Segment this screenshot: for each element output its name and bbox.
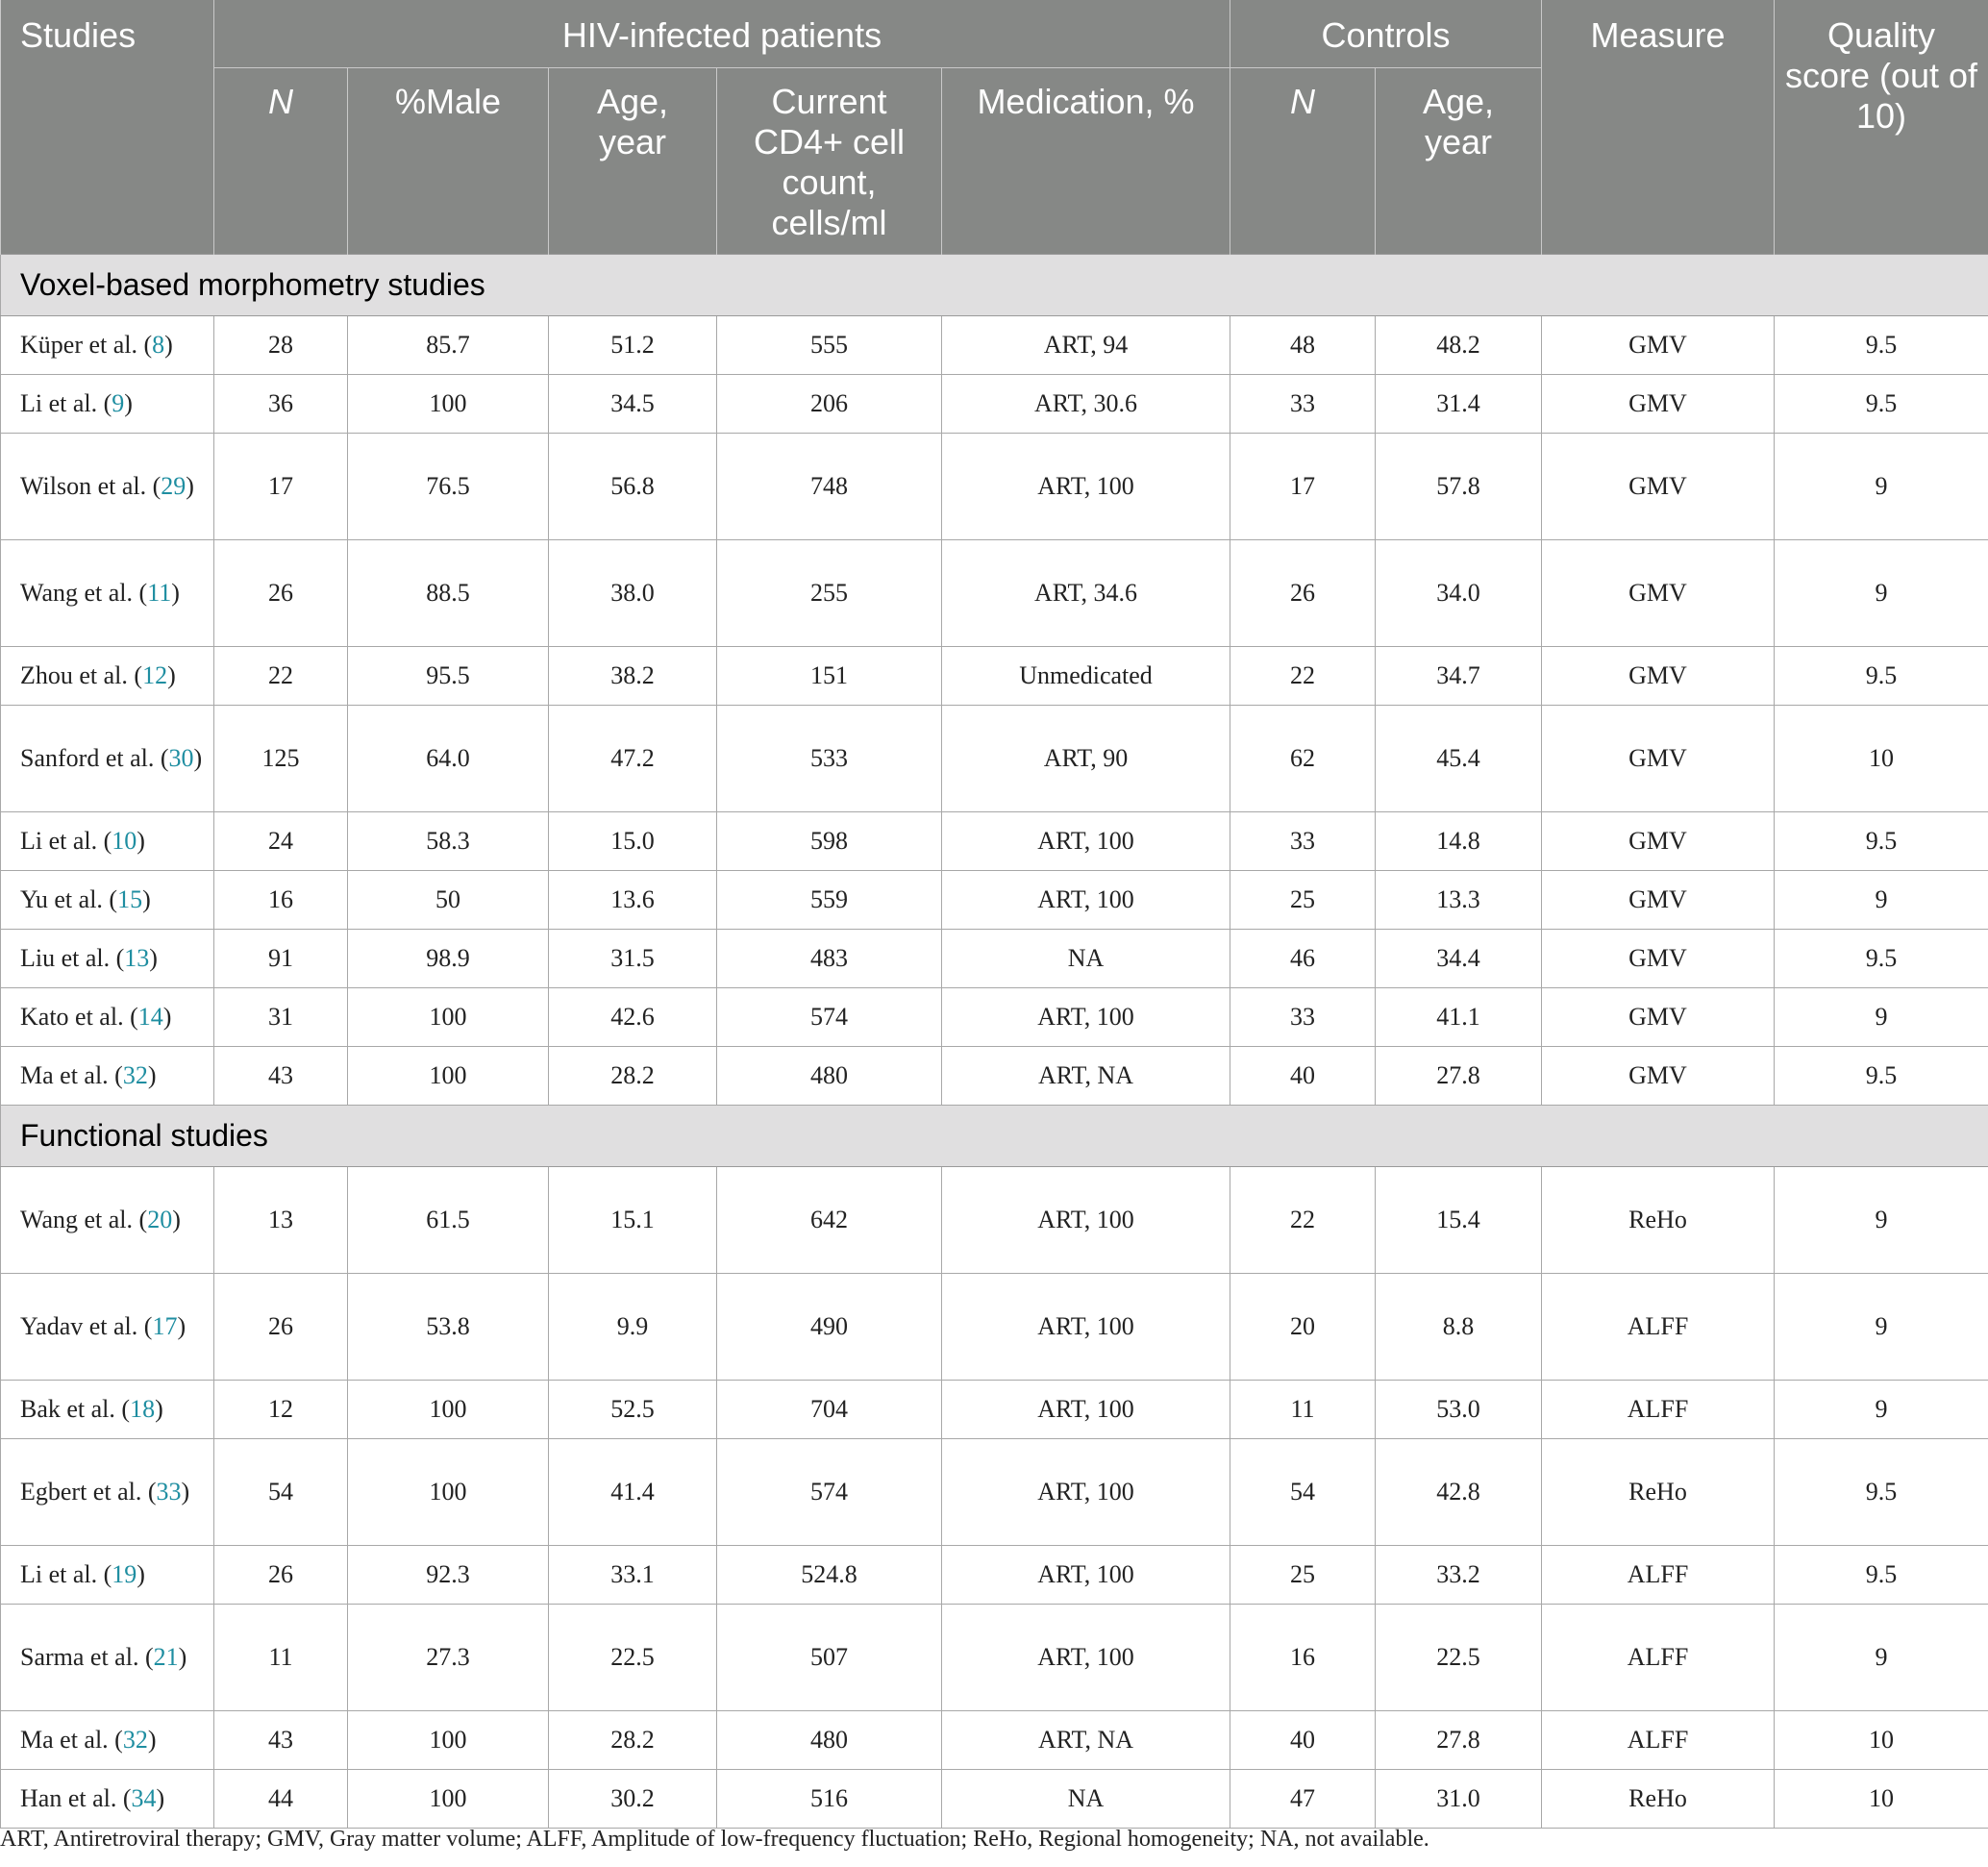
col-hiv-age: Age, year xyxy=(549,67,717,254)
reference-link[interactable]: 17 xyxy=(152,1311,178,1340)
table-row xyxy=(1,1166,1988,1273)
hiv-cd4-cell: 704 xyxy=(717,1380,942,1438)
hiv-medication-cell: ART, 30.6 xyxy=(942,374,1230,433)
controls-n-cell: 17 xyxy=(1230,433,1376,539)
measure-cell: ALFF xyxy=(1542,1380,1775,1438)
hiv-cd4-cell: 480 xyxy=(717,1710,942,1769)
controls-n-cell: 40 xyxy=(1230,1046,1376,1105)
quality-cell: 9.5 xyxy=(1775,646,1988,705)
measure-cell: GMV xyxy=(1542,811,1775,870)
measure-cell: GMV xyxy=(1542,929,1775,987)
quality-cell: 10 xyxy=(1775,705,1988,811)
hiv-cd4-cell: 748 xyxy=(717,433,942,539)
study-cell xyxy=(1,433,214,539)
study-ref-close: ) xyxy=(137,1559,145,1588)
quality-cell: 9 xyxy=(1775,1166,1988,1273)
study-author: Liu et al. ( xyxy=(20,943,125,972)
study-cell xyxy=(1,539,214,646)
hiv-n-cell: 22 xyxy=(214,646,348,705)
hiv-cd4-cell: 255 xyxy=(717,539,942,646)
controls-age-cell: 27.8 xyxy=(1376,1046,1542,1105)
hiv-medication-cell: ART, NA xyxy=(942,1710,1230,1769)
hiv-medication-cell: ART, 100 xyxy=(942,1166,1230,1273)
controls-n-cell: 33 xyxy=(1230,811,1376,870)
quality-cell: 9.5 xyxy=(1775,811,1988,870)
reference-link[interactable]: 32 xyxy=(122,1725,148,1754)
hiv-male-cell: 100 xyxy=(348,1710,549,1769)
study-ref-close: ) xyxy=(137,826,145,855)
quality-cell: 9 xyxy=(1775,433,1988,539)
controls-age-cell: 42.8 xyxy=(1376,1438,1542,1545)
table-row xyxy=(1,1769,1988,1828)
measure-cell: ALFF xyxy=(1542,1545,1775,1604)
measure-cell: ALFF xyxy=(1542,1273,1775,1380)
col-hiv-cd4: Current CD4+ cell count, cells/ml xyxy=(717,67,942,254)
hiv-n-cell: 43 xyxy=(214,1046,348,1105)
controls-n-cell: 25 xyxy=(1230,1545,1376,1604)
table-row xyxy=(1,705,1988,811)
study-cell xyxy=(1,987,214,1046)
hiv-medication-cell: ART, 100 xyxy=(942,987,1230,1046)
controls-n-cell: 16 xyxy=(1230,1604,1376,1710)
col-group-controls: Controls xyxy=(1230,0,1542,67)
hiv-medication-cell: ART, 94 xyxy=(942,315,1230,374)
controls-age-cell: 22.5 xyxy=(1376,1604,1542,1710)
hiv-male-cell: 95.5 xyxy=(348,646,549,705)
measure-cell: GMV xyxy=(1542,1046,1775,1105)
study-author: Li et al. ( xyxy=(20,1559,112,1588)
hiv-n-cell: 17 xyxy=(214,433,348,539)
study-cell xyxy=(1,646,214,705)
hiv-cd4-cell: 574 xyxy=(717,1438,942,1545)
hiv-cd4-cell: 598 xyxy=(717,811,942,870)
hiv-medication-cell: ART, 100 xyxy=(942,1604,1230,1710)
hiv-n-cell: 91 xyxy=(214,929,348,987)
hiv-medication-cell: ART, 100 xyxy=(942,433,1230,539)
hiv-medication-cell: ART, 100 xyxy=(942,870,1230,929)
col-controls-age: Age, year xyxy=(1376,67,1542,254)
table-row xyxy=(1,811,1988,870)
hiv-male-cell: 58.3 xyxy=(348,811,549,870)
table-header xyxy=(1,0,1988,254)
quality-cell: 9.5 xyxy=(1775,374,1988,433)
controls-n-cell: 33 xyxy=(1230,374,1376,433)
controls-n-cell: 48 xyxy=(1230,315,1376,374)
table-row xyxy=(1,315,1988,374)
controls-age-cell: 34.0 xyxy=(1376,539,1542,646)
col-studies: Studies xyxy=(1,0,214,254)
study-cell xyxy=(1,1046,214,1105)
controls-n-cell: 40 xyxy=(1230,1710,1376,1769)
hiv-male-cell: 100 xyxy=(348,1769,549,1828)
hiv-male-cell: 100 xyxy=(348,1380,549,1438)
hiv-medication-cell: ART, 100 xyxy=(942,1273,1230,1380)
study-author: Egbert et al. ( xyxy=(20,1477,157,1506)
hiv-age-cell: 33.1 xyxy=(549,1545,717,1604)
study-ref-close: ) xyxy=(147,1060,157,1089)
controls-n-cell: 11 xyxy=(1230,1380,1376,1438)
quality-cell: 9 xyxy=(1775,870,1988,929)
hiv-cd4-cell: 480 xyxy=(717,1046,942,1105)
reference-link[interactable]: 10 xyxy=(112,826,137,855)
quality-cell: 9.5 xyxy=(1775,1438,1988,1545)
study-ref-close: ) xyxy=(147,1725,157,1754)
hiv-medication-cell: ART, NA xyxy=(942,1046,1230,1105)
controls-age-cell: 53.0 xyxy=(1376,1380,1542,1438)
quality-cell: 9 xyxy=(1775,539,1988,646)
controls-n-cell: 20 xyxy=(1230,1273,1376,1380)
study-cell xyxy=(1,1769,214,1828)
hiv-n-cell: 26 xyxy=(214,1545,348,1604)
study-cell xyxy=(1,315,214,374)
study-cell xyxy=(1,1604,214,1710)
hiv-male-cell: 92.3 xyxy=(348,1545,549,1604)
table-row xyxy=(1,1604,1988,1710)
reference-link[interactable]: 29 xyxy=(161,471,186,500)
hiv-n-cell: 43 xyxy=(214,1710,348,1769)
study-author: Wilson et al. ( xyxy=(20,471,162,500)
hiv-cd4-cell: 206 xyxy=(717,374,942,433)
hiv-medication-cell: ART, 90 xyxy=(942,705,1230,811)
hiv-age-cell: 52.5 xyxy=(549,1380,717,1438)
reference-link[interactable]: 15 xyxy=(117,884,143,913)
study-ref-close: ) xyxy=(162,1002,172,1031)
reference-link[interactable]: 8 xyxy=(152,330,165,359)
col-quality: Quality score (out of 10) xyxy=(1775,0,1988,254)
reference-link[interactable]: 12 xyxy=(142,660,168,689)
table-row xyxy=(1,433,1988,539)
study-ref-close: ) xyxy=(124,388,133,417)
quality-cell: 9.5 xyxy=(1775,315,1988,374)
hiv-age-cell: 41.4 xyxy=(549,1438,717,1545)
study-author: Wang et al. ( xyxy=(20,578,148,607)
controls-n-cell: 47 xyxy=(1230,1769,1376,1828)
col-hiv-medication: Medication, % xyxy=(942,67,1230,254)
measure-cell: GMV xyxy=(1542,987,1775,1046)
hiv-medication-cell: ART, 100 xyxy=(942,811,1230,870)
hiv-n-cell: 26 xyxy=(214,539,348,646)
hiv-male-cell: 53.8 xyxy=(348,1273,549,1380)
hiv-medication-cell: ART, 100 xyxy=(942,1438,1230,1545)
hiv-medication-cell: NA xyxy=(942,929,1230,987)
hiv-cd4-cell: 151 xyxy=(717,646,942,705)
controls-age-cell: 31.0 xyxy=(1376,1769,1542,1828)
hiv-n-cell: 24 xyxy=(214,811,348,870)
hiv-age-cell: 38.0 xyxy=(549,539,717,646)
section-title: Functional studies xyxy=(1,1105,1988,1166)
hiv-cd4-cell: 574 xyxy=(717,987,942,1046)
hiv-age-cell: 51.2 xyxy=(549,315,717,374)
hiv-cd4-cell: 490 xyxy=(717,1273,942,1380)
controls-age-cell: 33.2 xyxy=(1376,1545,1542,1604)
study-cell xyxy=(1,1438,214,1545)
study-cell xyxy=(1,1166,214,1273)
controls-age-cell: 14.8 xyxy=(1376,811,1542,870)
hiv-cd4-cell: 483 xyxy=(717,929,942,987)
measure-cell: GMV xyxy=(1542,433,1775,539)
measure-cell: ReHo xyxy=(1542,1166,1775,1273)
controls-n-cell: 22 xyxy=(1230,1166,1376,1273)
quality-cell: 9.5 xyxy=(1775,1545,1988,1604)
study-ref-close: ) xyxy=(193,743,203,772)
hiv-cd4-cell: 507 xyxy=(717,1604,942,1710)
study-cell xyxy=(1,1710,214,1769)
hiv-medication-cell: NA xyxy=(942,1769,1230,1828)
study-cell xyxy=(1,374,214,433)
measure-cell: GMV xyxy=(1542,315,1775,374)
hiv-age-cell: 22.5 xyxy=(549,1604,717,1710)
reference-link[interactable]: 30 xyxy=(168,743,194,772)
study-ref-close: ) xyxy=(171,578,180,607)
section-row xyxy=(1,254,1988,315)
hiv-male-cell: 85.7 xyxy=(348,315,549,374)
controls-age-cell: 34.4 xyxy=(1376,929,1542,987)
measure-cell: ALFF xyxy=(1542,1604,1775,1710)
hiv-male-cell: 100 xyxy=(348,1438,549,1545)
hiv-medication-cell: ART, 100 xyxy=(942,1380,1230,1438)
col-measure: Measure xyxy=(1542,0,1775,254)
study-author: Li et al. ( xyxy=(20,826,112,855)
reference-link[interactable]: 14 xyxy=(137,1002,163,1031)
reference-link[interactable]: 33 xyxy=(156,1477,182,1506)
col-controls-n: N xyxy=(1230,67,1376,254)
quality-cell: 9 xyxy=(1775,987,1988,1046)
study-author: Zhou et al. ( xyxy=(20,660,143,689)
study-ref-close: ) xyxy=(177,1311,186,1340)
hiv-age-cell: 34.5 xyxy=(549,374,717,433)
table-row xyxy=(1,870,1988,929)
hiv-cd4-cell: 555 xyxy=(717,315,942,374)
study-cell xyxy=(1,705,214,811)
hiv-age-cell: 31.5 xyxy=(549,929,717,987)
table-row xyxy=(1,929,1988,987)
controls-age-cell: 27.8 xyxy=(1376,1710,1542,1769)
measure-cell: GMV xyxy=(1542,539,1775,646)
study-cell xyxy=(1,1273,214,1380)
controls-n-cell: 54 xyxy=(1230,1438,1376,1545)
study-author: Wang et al. ( xyxy=(20,1205,148,1233)
controls-n-cell: 33 xyxy=(1230,987,1376,1046)
controls-age-cell: 57.8 xyxy=(1376,433,1542,539)
controls-n-cell: 25 xyxy=(1230,870,1376,929)
hiv-cd4-cell: 533 xyxy=(717,705,942,811)
study-cell xyxy=(1,1545,214,1604)
study-author: Sarma et al. ( xyxy=(20,1642,154,1671)
table-body xyxy=(1,254,1988,1828)
hiv-n-cell: 16 xyxy=(214,870,348,929)
quality-cell: 10 xyxy=(1775,1769,1988,1828)
study-cell xyxy=(1,811,214,870)
table-row xyxy=(1,539,1988,646)
controls-age-cell: 13.3 xyxy=(1376,870,1542,929)
table-row xyxy=(1,1380,1988,1438)
hiv-age-cell: 30.2 xyxy=(549,1769,717,1828)
table-row xyxy=(1,1545,1988,1604)
study-ref-close: ) xyxy=(164,330,173,359)
hiv-male-cell: 64.0 xyxy=(348,705,549,811)
hiv-n-cell: 13 xyxy=(214,1166,348,1273)
hiv-age-cell: 15.1 xyxy=(549,1166,717,1273)
study-author: Kato et al. ( xyxy=(20,1002,138,1031)
study-ref-close: ) xyxy=(172,1205,181,1233)
hiv-n-cell: 12 xyxy=(214,1380,348,1438)
quality-cell: 10 xyxy=(1775,1710,1988,1769)
hiv-age-cell: 15.0 xyxy=(549,811,717,870)
measure-cell: ReHo xyxy=(1542,1438,1775,1545)
col-hiv-n: N xyxy=(214,67,348,254)
table-row xyxy=(1,987,1988,1046)
study-ref-close: ) xyxy=(186,471,194,500)
reference-link[interactable]: 34 xyxy=(131,1783,157,1812)
hiv-male-cell: 100 xyxy=(348,987,549,1046)
hiv-medication-cell: ART, 100 xyxy=(942,1545,1230,1604)
table-row xyxy=(1,1710,1988,1769)
study-author: Yu et al. ( xyxy=(20,884,118,913)
controls-n-cell: 22 xyxy=(1230,646,1376,705)
hiv-male-cell: 61.5 xyxy=(348,1166,549,1273)
hiv-male-cell: 76.5 xyxy=(348,433,549,539)
hiv-cd4-cell: 516 xyxy=(717,1769,942,1828)
study-ref-close: ) xyxy=(155,1394,163,1423)
study-author: Bak et al. ( xyxy=(20,1394,131,1423)
quality-cell: 9 xyxy=(1775,1604,1988,1710)
study-cell xyxy=(1,870,214,929)
quality-cell: 9.5 xyxy=(1775,1046,1988,1105)
study-cell xyxy=(1,929,214,987)
hiv-male-cell: 88.5 xyxy=(348,539,549,646)
measure-cell: GMV xyxy=(1542,646,1775,705)
hiv-cd4-cell: 524.8 xyxy=(717,1545,942,1604)
measure-cell: GMV xyxy=(1542,870,1775,929)
study-author: Küper et al. ( xyxy=(20,330,153,359)
controls-age-cell: 41.1 xyxy=(1376,987,1542,1046)
measure-cell: GMV xyxy=(1542,374,1775,433)
hiv-n-cell: 36 xyxy=(214,374,348,433)
controls-age-cell: 8.8 xyxy=(1376,1273,1542,1380)
section-row xyxy=(1,1105,1988,1166)
hiv-male-cell: 50 xyxy=(348,870,549,929)
hiv-age-cell: 28.2 xyxy=(549,1046,717,1105)
hiv-male-cell: 100 xyxy=(348,1046,549,1105)
study-author: Ma et al. ( xyxy=(20,1725,123,1754)
hiv-age-cell: 13.6 xyxy=(549,870,717,929)
section-title: Voxel-based morphometry studies xyxy=(1,254,1988,315)
hiv-age-cell: 42.6 xyxy=(549,987,717,1046)
reference-link[interactable]: 11 xyxy=(147,578,172,607)
study-author: Yadav et al. ( xyxy=(20,1311,153,1340)
table-row xyxy=(1,1273,1988,1380)
study-ref-close: ) xyxy=(149,943,158,972)
controls-n-cell: 62 xyxy=(1230,705,1376,811)
measure-cell: GMV xyxy=(1542,705,1775,811)
hiv-age-cell: 47.2 xyxy=(549,705,717,811)
controls-age-cell: 31.4 xyxy=(1376,374,1542,433)
hiv-n-cell: 28 xyxy=(214,315,348,374)
table-row xyxy=(1,374,1988,433)
study-ref-close: ) xyxy=(178,1642,187,1671)
study-ref-close: ) xyxy=(167,660,176,689)
quality-cell: 9.5 xyxy=(1775,929,1988,987)
hiv-n-cell: 31 xyxy=(214,987,348,1046)
measure-cell: ReHo xyxy=(1542,1769,1775,1828)
hiv-medication-cell: ART, 34.6 xyxy=(942,539,1230,646)
reference-link[interactable]: 13 xyxy=(124,943,150,972)
table-row xyxy=(1,646,1988,705)
quality-cell: 9 xyxy=(1775,1380,1988,1438)
reference-link[interactable]: 21 xyxy=(153,1642,179,1671)
study-cell xyxy=(1,1380,214,1438)
hiv-male-cell: 100 xyxy=(348,374,549,433)
hiv-age-cell: 9.9 xyxy=(549,1273,717,1380)
hiv-n-cell: 44 xyxy=(214,1769,348,1828)
study-author: Sanford et al. ( xyxy=(20,743,169,772)
table-row xyxy=(1,1438,1988,1545)
header-row-groups xyxy=(1,0,1988,67)
reference-link[interactable]: 18 xyxy=(130,1394,156,1423)
reference-link[interactable]: 9 xyxy=(112,388,125,417)
hiv-medication-cell: Unmedicated xyxy=(942,646,1230,705)
table-row xyxy=(1,1046,1988,1105)
table-footnote: ART, Antiretroviral therapy; GMV, Gray matter volume; ALFF, Amplitude of low-frequency fluctuation; ReHo, Regional homogeneity; NA, not available. xyxy=(0,1827,1429,1852)
reference-link[interactable]: 20 xyxy=(147,1205,173,1233)
hiv-male-cell: 27.3 xyxy=(348,1604,549,1710)
hiv-n-cell: 11 xyxy=(214,1604,348,1710)
hiv-n-cell: 26 xyxy=(214,1273,348,1380)
hiv-n-cell: 125 xyxy=(214,705,348,811)
reference-link[interactable]: 32 xyxy=(122,1060,148,1089)
controls-age-cell: 45.4 xyxy=(1376,705,1542,811)
hiv-cd4-cell: 642 xyxy=(717,1166,942,1273)
controls-age-cell: 34.7 xyxy=(1376,646,1542,705)
study-author: Li et al. ( xyxy=(20,388,112,417)
controls-age-cell: 48.2 xyxy=(1376,315,1542,374)
hiv-age-cell: 28.2 xyxy=(549,1710,717,1769)
hiv-age-cell: 38.2 xyxy=(549,646,717,705)
study-ref-close: ) xyxy=(142,884,151,913)
hiv-n-cell: 54 xyxy=(214,1438,348,1545)
study-author: Ma et al. ( xyxy=(20,1060,123,1089)
controls-n-cell: 46 xyxy=(1230,929,1376,987)
controls-age-cell: 15.4 xyxy=(1376,1166,1542,1273)
controls-n-cell: 26 xyxy=(1230,539,1376,646)
col-hiv-male: %Male xyxy=(348,67,549,254)
measure-cell: ALFF xyxy=(1542,1710,1775,1769)
hiv-cd4-cell: 559 xyxy=(717,870,942,929)
reference-link[interactable]: 19 xyxy=(112,1559,137,1588)
study-ref-close: ) xyxy=(156,1783,165,1812)
hiv-age-cell: 56.8 xyxy=(549,433,717,539)
study-author: Han et al. ( xyxy=(20,1783,132,1812)
study-ref-close: ) xyxy=(181,1477,190,1506)
hiv-male-cell: 98.9 xyxy=(348,929,549,987)
quality-cell: 9 xyxy=(1775,1273,1988,1380)
col-group-hiv: HIV-infected patients xyxy=(214,0,1230,67)
